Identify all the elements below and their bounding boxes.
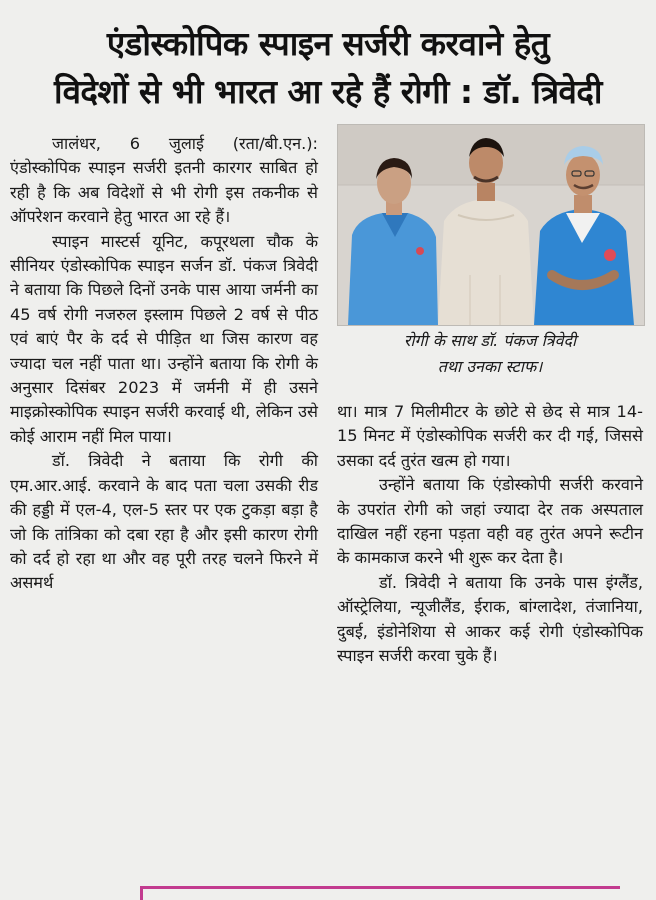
continued-paragraph: था। मात्र 7 मिलीमीटर के छोटे से छेद से मात्र 14-15 मिनट में एंडोस्कोपिक सर्जरी कर दी गई, जिससे उसका दर्द तुरंत खत्म हो गया। [337, 402, 643, 470]
photo-caption-line-2: तथा उनका स्टाफ। [437, 357, 543, 376]
photo-caption-line-1: रोगी के साथ डॉ. पंकज त्रिवेदी [403, 331, 577, 350]
bottom-accent-rule [140, 886, 620, 889]
news-photo [337, 124, 645, 326]
body-paragraph-5: उन्होंने बताया कि एंडोस्कोपी सर्जरी करवाने के उपरांत रोगी को जहां ज्यादा देर तक अस्पताल दाखिल नहीं रहना पड़ता वही वह तुरंत अपने रूटीन के कामकाज करने भी शुरू कर देता है। [337, 475, 643, 568]
headline-line-1: एंडोस्कोपिक स्पाइन सर्जरी करवाने हेतु [106, 24, 550, 63]
photo-caption [337, 328, 643, 380]
bottom-accent-rule-side [140, 886, 143, 900]
left-column [10, 132, 318, 596]
photo-illustration [338, 125, 644, 325]
body-paragraph-3: डॉ. त्रिवेदी ने बताया कि रोगी की एम.आर.आई. करवाने के बाद पता चला उसकी रीड की हड्डी में एल-4, एल-5 स्तर पर एक टुकड़ा बड़ा है जो कि तांत्रिका को दबा रहा है और इसी कारण रोगी को दर्द हो रहा था और वह पूरी तरह चलने फिरने में असमर्थ [10, 451, 318, 593]
headline [0, 20, 656, 116]
headline-line-2: विदेशों से भी भारत आ रहे हैं रोगी : डॉ. त्रिवेदी [54, 72, 602, 111]
dateline-paragraph: जालंधर, 6 जुलाई (रता/बी.एन.): एंडोस्कोपिक स्पाइन सर्जरी इतनी कारगर साबित हो रही है कि अब विदेशों से भी रोगी इस तकनीक से ऑपरेशन करवाने हेतु भारत आ रहे हैं। [10, 134, 318, 227]
body-paragraph-2: स्पाइन मास्टर्स यूनिट, कपूरथला चौक के सीनियर एंडोस्कोपिक स्पाइन सर्जन डॉ. पंकज त्रिवेदी ने बताया कि पिछले दिनों उनके पास आया जर्मनी का 45 वर्ष रोगी नजरुल इस्लाम पिछले 2 वर्ष से पीठ एवं बाएं पैर के दर्द से पीड़ित था जिस कारण वह ज्यादा चल नहीं पाता था। उन्होंने बताया कि रोगी के अनुसार दिसंबर 2023 में जर्मनी में ही उसने माइक्रोस्कोपिक स्पाइन सर्जरी करवाई थी, लेकिन उसे कोई आराम नहीं मिल पाया। [10, 231, 318, 446]
right-column [337, 400, 643, 668]
body-paragraph-6: डॉ. त्रिवेदी ने बताया कि उनके पास इंग्लैंड, ऑस्ट्रेलिया, न्यूजीलैंड, ईराक, बांग्लादेश, तंजानिया, दुबई, इंडोनेशिया से आकर कई रोगी एंडोस्कोपिक स्पाइन सर्जरी करवा चुके हैं। [337, 572, 643, 666]
